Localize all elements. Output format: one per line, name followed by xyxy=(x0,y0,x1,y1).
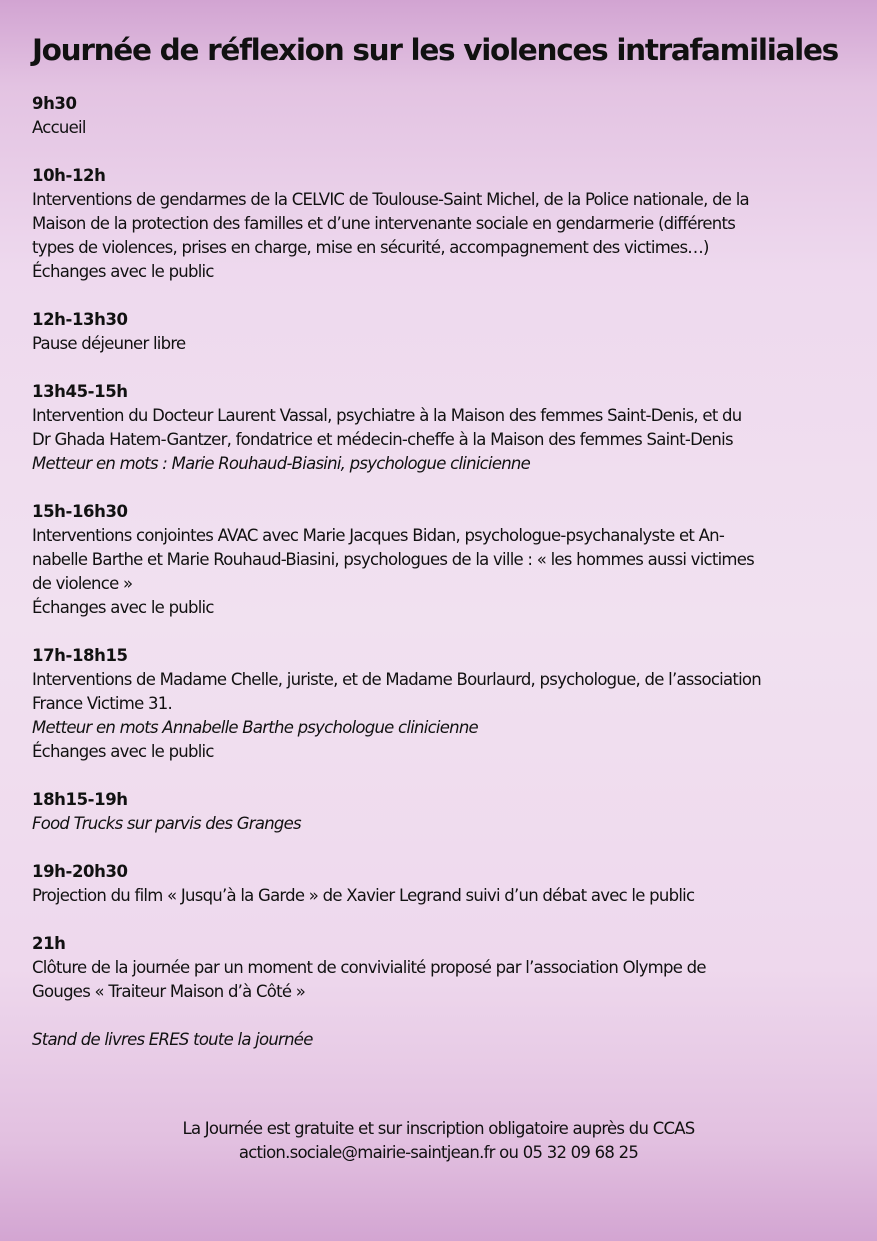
schedule-description-line: Intervention du Docteur Laurent Vassal, psychiatre à la Maison des femmes Saint-Denis, et du xyxy=(32,406,742,425)
schedule-description-line: Accueil xyxy=(32,118,86,137)
schedule-item xyxy=(32,644,852,764)
schedule-time: 19h-20h30 xyxy=(32,862,128,881)
footer-contact-info: action.sociale@mairie-saintjean.fr ou 05 32 09 68 25 xyxy=(238,1143,639,1162)
schedule-description-line: Échanges avec le public xyxy=(32,262,214,281)
schedule-description-line: Dr Ghada Hatem-Gantzer, fondatrice et médecin-cheffe à la Maison des femmes Saint-Denis xyxy=(32,430,733,449)
schedule-description-line: Metteur en mots : Marie Rouhaud-Biasini, psychologue clinicienne xyxy=(32,454,531,473)
schedule-time: 10h-12h xyxy=(32,166,106,185)
schedule-time: 21h xyxy=(32,934,66,953)
schedule-description-line: Projection du film « Jusqu’à la Garde » de Xavier Legrand suivi d’un débat avec le public xyxy=(32,886,695,905)
schedule-item xyxy=(32,164,852,284)
schedule-time: 18h15-19h xyxy=(32,790,128,809)
flyer-page xyxy=(32,32,852,1052)
schedule-time: 12h-13h30 xyxy=(32,310,128,329)
schedule-time: 13h45-15h xyxy=(32,382,128,401)
schedule-description-line: de violence » xyxy=(32,574,133,593)
footer-registration-info: La Journée est gratuite et sur inscription obligatoire auprès du CCAS xyxy=(182,1119,695,1138)
schedule-description-line: Metteur en mots Annabelle Barthe psychologue clinicienne xyxy=(32,718,478,737)
schedule-time: 15h-16h30 xyxy=(32,502,128,521)
schedule-description-line: France Victime 31. xyxy=(32,694,172,713)
schedule-item xyxy=(32,860,852,908)
schedule-description-line: Clôture de la journée par un moment de convivialité proposé par l’association Olympe de xyxy=(32,958,706,977)
schedule-item xyxy=(32,308,852,356)
page-title: Journée de réflexion sur les violences intrafamiliales xyxy=(32,33,838,67)
schedule-time: 17h-18h15 xyxy=(32,646,128,665)
registration-footer xyxy=(0,1117,877,1165)
schedule-description-line: Food Trucks sur parvis des Granges xyxy=(32,814,301,833)
schedule-item xyxy=(32,92,852,140)
program-schedule xyxy=(32,92,852,1004)
schedule-item xyxy=(32,500,852,620)
schedule-description-line: Gouges « Traiteur Maison d’à Côté » xyxy=(32,982,306,1001)
schedule-description-line: nabelle Barthe et Marie Rouhaud-Biasini, psychologues de la ville : « les hommes aussi victimes xyxy=(32,550,754,569)
schedule-description-line: types de violences, prises en charge, mise en sécurité, accompagnement des victimes…) xyxy=(32,238,709,257)
schedule-description-line: Échanges avec le public xyxy=(32,598,214,617)
schedule-item xyxy=(32,380,852,476)
schedule-item xyxy=(32,788,852,836)
schedule-description-line: Interventions de Madame Chelle, juriste, et de Madame Bourlaurd, psychologue, de l’association xyxy=(32,670,761,689)
schedule-item xyxy=(32,932,852,1004)
schedule-description-line: Interventions conjointes AVAC avec Marie Jacques Bidan, psychologue-psychanalyste et An- xyxy=(32,526,725,545)
schedule-description-line: Interventions de gendarmes de la CELVIC de Toulouse-Saint Michel, de la Police nationale, de la xyxy=(32,190,749,209)
schedule-description-line: Échanges avec le public xyxy=(32,742,214,761)
schedule-time: 9h30 xyxy=(32,94,77,113)
book-stand-note: Stand de livres ERES toute la journée xyxy=(32,1030,313,1049)
schedule-description-line: Pause déjeuner libre xyxy=(32,334,186,353)
schedule-description-line: Maison de la protection des familles et d’une intervenante sociale en gendarmerie (différents xyxy=(32,214,736,233)
